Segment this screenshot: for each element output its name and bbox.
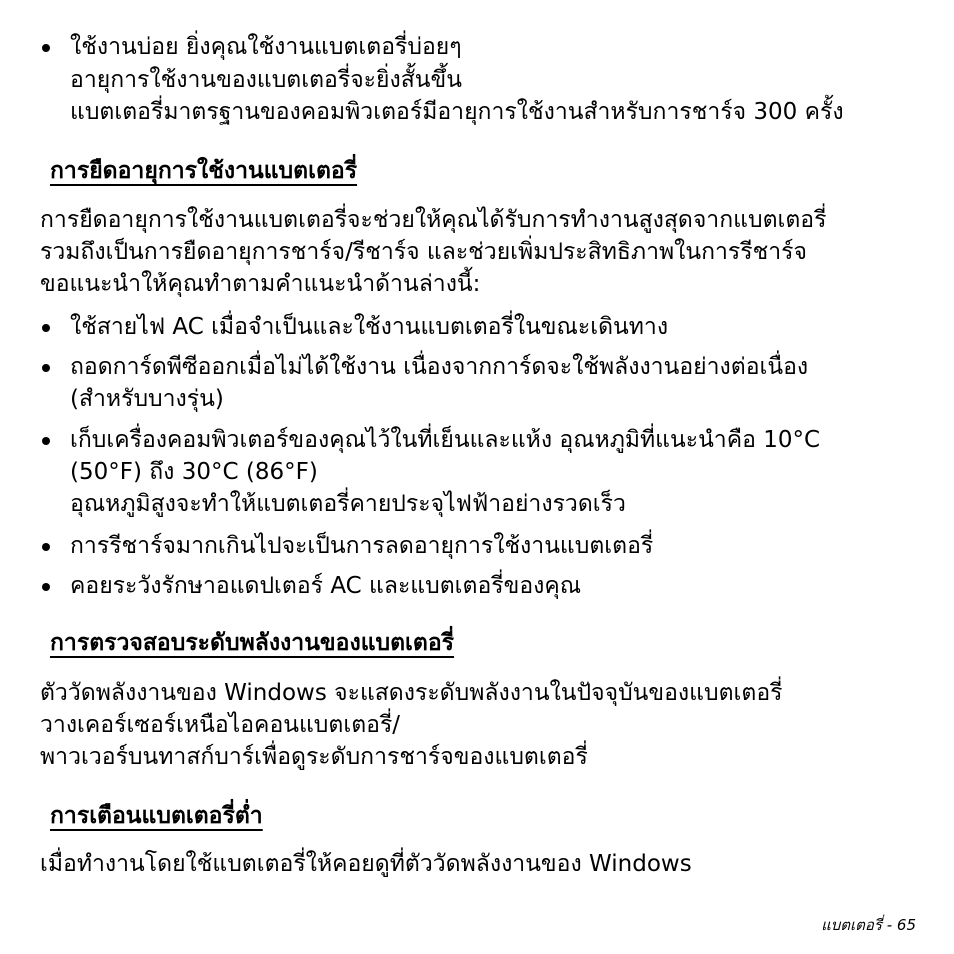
intro-bullet-line: อายุการใช้งานของแบตเตอรี่จะยิ่งสั้นขึ้น bbox=[70, 67, 462, 93]
bullet-marker bbox=[42, 583, 50, 591]
bullet-marker bbox=[42, 44, 50, 52]
paragraph-line: ขอแนะนำให้คุณทำตามคำแนะนำด้านล่างนี้: bbox=[40, 271, 481, 297]
bullet-marker bbox=[42, 543, 50, 551]
paragraph-line: รวมถึงเป็นการยืดอายุการชาร์จ/รีชาร์จ และช่วยเพิ่มประสิทธิภาพในการรีชาร์จ bbox=[40, 239, 807, 265]
intro-bullet-line: ใช้งานบ่อย ยิ่งคุณใช้งานแบตเตอรี่บ่อยๆ bbox=[70, 34, 462, 60]
bullet-marker bbox=[42, 364, 50, 372]
bullet-line: อุณหภูมิสูงจะทำให้แบตเตอรี่คายประจุไฟฟ้าอย่างรวดเร็ว bbox=[70, 491, 626, 517]
bullet-line: ใช้สายไฟ AC เมื่อจำเป็นและใช้งานแบตเตอรี่ในขณะเดินทาง bbox=[70, 314, 669, 340]
intro-bullet-line: แบตเตอรี่มาตรฐานของคอมพิวเตอร์มีอายุการใช้งานสำหรับการชาร์จ 300 ครั้ง bbox=[70, 99, 844, 125]
section-heading-warning: การเตือนแบตเตอรี่ต่ำ bbox=[50, 803, 263, 829]
bullet-line: (สำหรับบางรุ่น) bbox=[70, 386, 224, 412]
paragraph-line: เมื่อทำงานโดยใช้แบตเตอรี่ให้คอยดูที่ตัววัดพลังงานของ Windows bbox=[40, 851, 692, 877]
paragraph-line: พาวเวอร์บนทาสก์บาร์เพื่อดูระดับการชาร์จของแบตเตอรี่ bbox=[40, 744, 588, 770]
bullet-line: เก็บเครื่องคอมพิวเตอร์ของคุณไว้ในที่เย็นและแห้ง อุณหภูมิที่แนะนำคือ 10°C bbox=[70, 427, 821, 453]
bullet-line: คอยระวังรักษาอแดปเตอร์ AC และแบตเตอรี่ของคุณ bbox=[70, 573, 582, 599]
bullet-line: การรีชาร์จมากเกินไปจะเป็นการลดอายุการใช้งานแบตเตอรี่ bbox=[70, 533, 654, 559]
bullet-line: (50°F) ถึง 30°C (86°F) bbox=[70, 459, 318, 485]
page-footer: แบตเตอรี่ - 65 bbox=[821, 916, 916, 934]
bullet-marker bbox=[42, 437, 50, 445]
section-heading-extend: การยืดอายุการใช้งานแบตเตอรี่ bbox=[50, 158, 358, 184]
bullet-marker bbox=[42, 324, 50, 332]
bullet-line: ถอดการ์ดพีซีออกเมื่อไม่ได้ใช้งาน เนื่องจากการ์ดจะใช้พลังงานอย่างต่อเนื่อง bbox=[70, 354, 809, 380]
paragraph-line: ตัววัดพลังงานของ Windows จะแสดงระดับพลังงานในปัจจุบันของแบตเตอรี่ bbox=[40, 680, 783, 706]
section-heading-check: การตรวจสอบระดับพลังงานของแบตเตอรี่ bbox=[50, 630, 455, 656]
paragraph-line: วางเคอร์เซอร์เหนือไอคอนแบตเตอรี่/ bbox=[40, 712, 401, 738]
paragraph-line: การยืดอายุการใช้งานแบตเตอรี่จะช่วยให้คุณได้รับการทำงานสูงสุดจากแบตเตอรี่ bbox=[40, 207, 827, 233]
